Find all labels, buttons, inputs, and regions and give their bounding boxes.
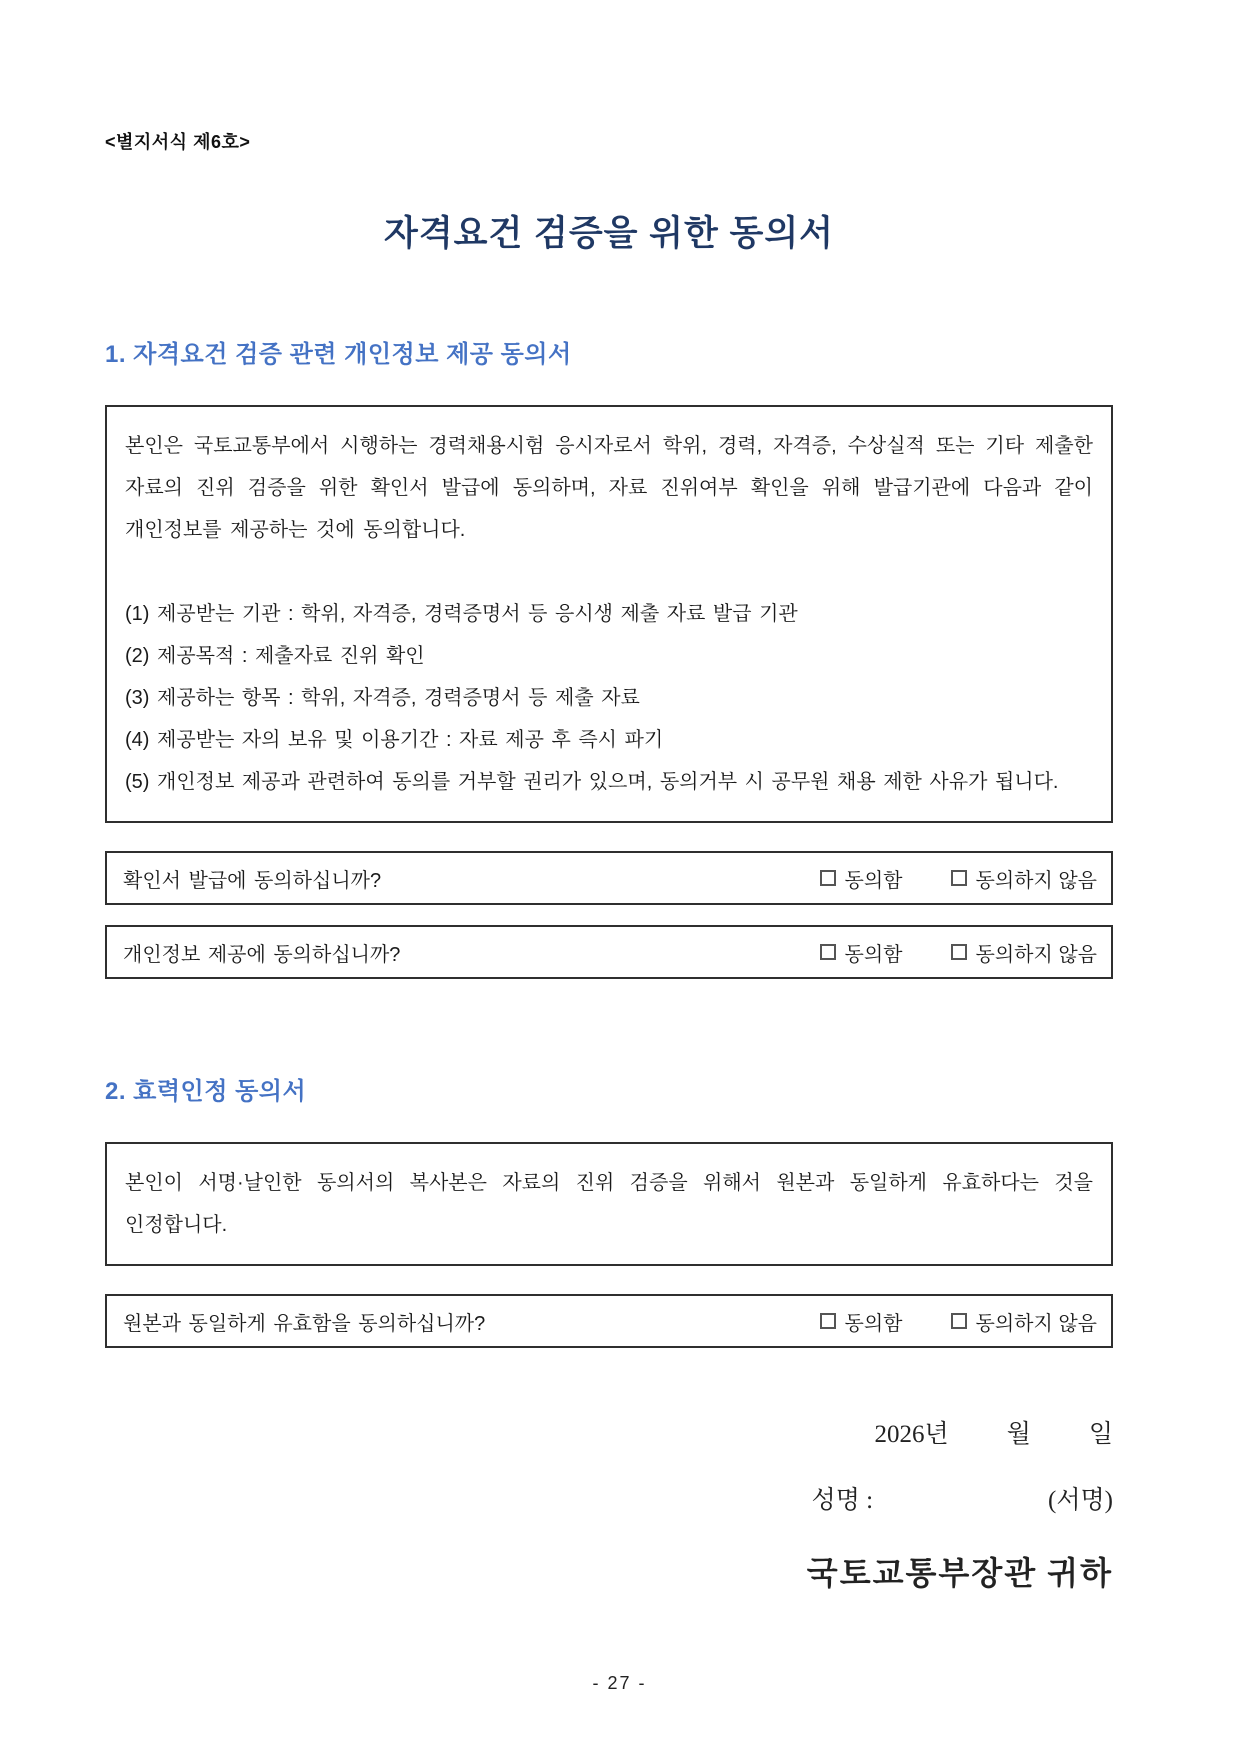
consent-row-personal-info [105, 925, 1113, 979]
section2-heading: 2. 효력인정 동의서 [105, 1078, 307, 1105]
page-title: 자격요건 검증을 위한 동의서 [384, 214, 834, 253]
section2-body-box [105, 1142, 1113, 1266]
agree-checkbox[interactable] [820, 1313, 836, 1329]
consent-question-label: 확인서 발급에 동의하십니까? [123, 869, 382, 892]
document-content [105, 0, 1113, 1594]
section2-body-text: 본인이 서명·날인한 동의서의 복사본은 자료의 진위 검증을 위해서 원본과 동일하게 유효하다는 것을 인정합니다. [125, 1172, 1093, 1236]
section1-body-box [105, 405, 1113, 823]
consent-row-copy-validity [105, 1294, 1113, 1348]
disagree-label: 동의하지 않음 [975, 1312, 1097, 1335]
agree-option [820, 938, 903, 967]
agree-label: 동의함 [844, 943, 903, 966]
disagree-option [951, 864, 1097, 893]
section1-heading: 1. 자격요건 검증 관련 개인정보 제공 동의서 [105, 341, 572, 368]
addressee: 국토교통부장관 귀하 [806, 1555, 1113, 1591]
agree-option [820, 864, 903, 893]
disagree-label: 동의하지 않음 [975, 869, 1097, 892]
section1-body-text: 본인은 국토교통부에서 시행하는 경력채용시험 응시자로서 학위, 경력, 자격증, 수상실적 또는 기타 제출한 자료의 진위 검증을 위한 확인서 발급에 동의하며, 자료 진위여부 확인을 위해 발급기관에 다음과 같이 개인정보를 제공하는 것에 동의합니다. [125, 435, 1093, 541]
disagree-option [951, 1307, 1097, 1336]
date-month: 월 [1006, 1421, 1031, 1448]
agree-checkbox[interactable] [820, 870, 836, 886]
agree-label: 동의함 [844, 869, 903, 892]
section1-item-4: (4) 제공받는 자의 보유 및 이용기간 : 자료 제공 후 즉시 파기 [125, 729, 664, 751]
agree-label: 동의함 [844, 1312, 903, 1335]
disagree-option [951, 938, 1097, 967]
agree-checkbox[interactable] [820, 944, 836, 960]
disagree-label: 동의하지 않음 [975, 943, 1097, 966]
section1-item-2: (2) 제공목적 : 제출자료 진위 확인 [125, 645, 425, 667]
sign-label: (서명) [1048, 1487, 1113, 1514]
form-number-label: <별지서식 제6호> [105, 132, 251, 152]
date-year: 2026년 [874, 1421, 949, 1448]
section1-item-1: (1) 제공받는 기관 : 학위, 자격증, 경력증명서 등 응시생 제출 자료 발급 기관 [125, 603, 798, 625]
name-line [105, 1480, 1113, 1516]
section1-item-5: (5) 개인정보 제공과 관련하여 동의를 거부할 권리가 있으며, 동의거부 시 공무원 채용 제한 사유가 됩니다. [125, 771, 1059, 793]
section1-item-3: (3) 제공하는 항목 : 학위, 자격증, 경력증명서 등 제출 자료 [125, 687, 640, 709]
disagree-checkbox[interactable] [951, 1313, 967, 1329]
agree-option [820, 1307, 903, 1336]
signature-block [105, 1414, 1113, 1594]
consent-row-certificate-issue [105, 851, 1113, 905]
date-day: 일 [1088, 1421, 1113, 1448]
name-label: 성명 : [811, 1487, 874, 1514]
date-line [105, 1414, 1113, 1450]
disagree-checkbox[interactable] [951, 870, 967, 886]
disagree-checkbox[interactable] [951, 944, 967, 960]
page-number: - 27 - [592, 1673, 647, 1693]
consent-question-label: 개인정보 제공에 동의하십니까? [123, 943, 401, 966]
blank-line [125, 551, 1093, 593]
consent-question-label: 원본과 동일하게 유효함을 동의하십니까? [123, 1312, 486, 1335]
